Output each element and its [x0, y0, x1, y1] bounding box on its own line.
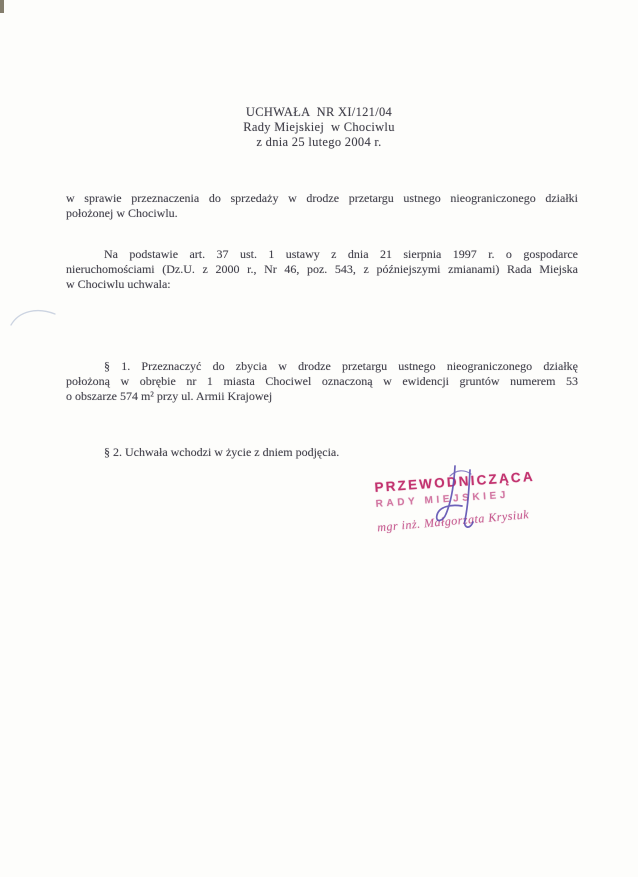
text-line: w Chociwlu uchwala:	[66, 277, 171, 291]
stamp-name-line: mgr inż. Małgorzata Krysiuk	[376, 507, 530, 535]
handwritten-signature	[420, 454, 495, 539]
pen-mark	[8, 302, 60, 330]
paragraph-2	[66, 445, 578, 460]
text-line: § 1. Przeznaczyć do zbycia w drodze przetargu ustnego nieograniczonego działkę	[104, 359, 578, 373]
legal-basis-paragraph	[66, 247, 578, 292]
stamp-body-line: RADY MIEJSKIEJ	[375, 489, 510, 510]
text-line: § 2. Uchwała wchodzi w życie z dniem podjęcia.	[104, 445, 340, 459]
issuing-body: Rady Miejskiej w Chociwlu	[243, 120, 395, 134]
document-title-block	[0, 105, 638, 150]
stamp-title-line: PRZEWODNICZĄCA	[374, 468, 536, 495]
text-line: Na podstawie art. 37 ust. 1 ustawy z dnia 21 sierpnia 1997 r. o gospodarce	[104, 247, 578, 261]
scan-artifact-corner	[0, 0, 4, 13]
text-line: położonej w Chociwlu.	[66, 206, 178, 220]
text-line: nieruchomościami (Dz.U. z 2000 r., Nr 46, poz. 543, z późniejszymi zmianami) Rada Miejska	[66, 262, 578, 276]
text-line: w sprawie przeznaczenia do sprzedaży w drodze przetargu ustnego nieograniczonego działki	[66, 191, 578, 205]
text-line: o obszarze 574 m² przy ul. Armii Krajowej	[66, 389, 273, 403]
subject-paragraph	[66, 191, 578, 221]
resolution-number: UCHWAŁA NR XI/121/04	[245, 105, 393, 119]
text-line: położoną w obrębie nr 1 miasta Chociwel oznaczoną w ewidencji gruntów numerem 53	[66, 374, 578, 388]
resolution-date: z dnia 25 lutego 2004 r.	[256, 135, 382, 149]
paragraph-1	[66, 359, 578, 404]
